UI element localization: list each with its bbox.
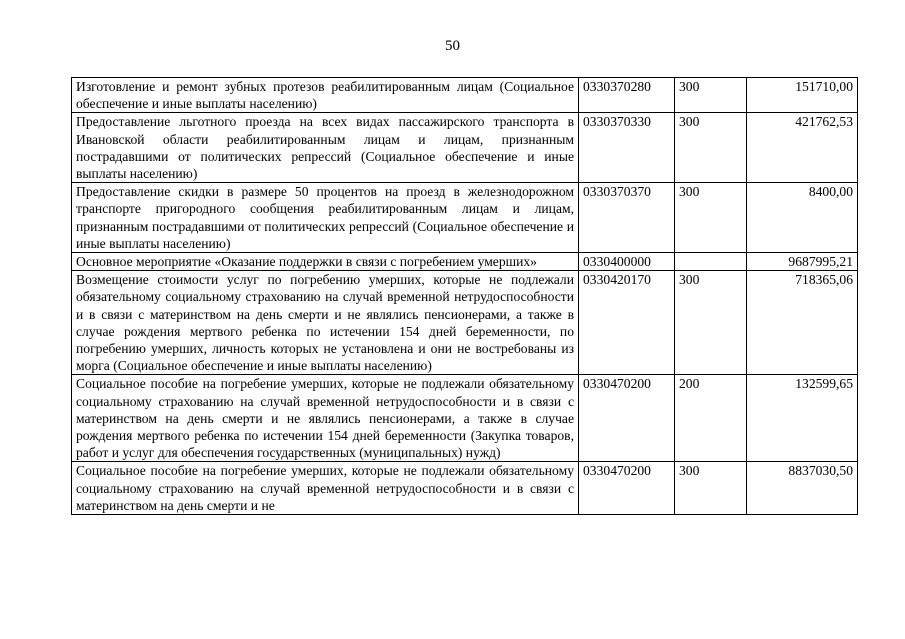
row-code: 0330400000 xyxy=(579,253,675,271)
budget-table xyxy=(71,77,858,515)
row-expense-type: 300 xyxy=(675,78,747,113)
row-amount: 132599,65 xyxy=(747,375,858,462)
row-description: Предоставление скидки в размере 50 процентов на проезд в железнодорожном транспорте пригородного сообщения реабилитированным лицам и лицам, признанным пострадавшими от политических репрессий (Социальное обеспечение и иные выплаты населению) xyxy=(72,183,579,253)
row-code: 0330470200 xyxy=(579,375,675,462)
row-code: 0330470200 xyxy=(579,462,675,515)
row-expense-type: 300 xyxy=(675,271,747,375)
table-row xyxy=(72,271,858,375)
row-code: 0330420170 xyxy=(579,271,675,375)
row-description: Предоставление льготного проезда на всех видах пассажирского транспорта в Ивановской области реабилитированным лицам и лицам, признанным пострадавшими от политических репрессий (Социальное обеспечение и иные выплаты населению) xyxy=(72,113,579,183)
table-row xyxy=(72,183,858,253)
row-code: 0330370280 xyxy=(579,78,675,113)
row-code: 0330370370 xyxy=(579,183,675,253)
row-description: Изготовление и ремонт зубных протезов реабилитированным лицам (Социальное обеспечение и иные выплаты населению) xyxy=(72,78,579,113)
row-expense-type: 300 xyxy=(675,462,747,515)
row-expense-type: 300 xyxy=(675,113,747,183)
row-amount: 421762,53 xyxy=(747,113,858,183)
table-row xyxy=(72,462,858,515)
table-row xyxy=(72,78,858,113)
row-expense-type xyxy=(675,253,747,271)
row-description: Основное мероприятие «Оказание поддержки в связи с погребением умерших» xyxy=(72,253,579,271)
row-amount: 8837030,50 xyxy=(747,462,858,515)
row-description: Возмещение стоимости услуг по погребению умерших, которые не подлежали обязательному социальному страхованию на случай временной нетрудоспособности и в связи с материнством на день смерти и не являлись пенсионерами, а также в случае рождения мертвого ребенка по истечении 154 дней беременности, по погребению умерших, личность которых не установлена и они не востребованы из морга (Социальное обеспечение и иные выплаты населению) xyxy=(72,271,579,375)
table-row xyxy=(72,253,858,271)
table-row xyxy=(72,113,858,183)
table-row xyxy=(72,375,858,462)
row-description: Социальное пособие на погребение умерших, которые не подлежали обязательному социальному страхованию на случай временной нетрудоспособности и в связи с материнством на день смерти и не xyxy=(72,462,579,515)
row-expense-type: 200 xyxy=(675,375,747,462)
row-amount: 8400,00 xyxy=(747,183,858,253)
row-amount: 718365,06 xyxy=(747,271,858,375)
row-amount: 9687995,21 xyxy=(747,253,858,271)
row-expense-type: 300 xyxy=(675,183,747,253)
page-number: 50 xyxy=(445,38,460,54)
row-code: 0330370330 xyxy=(579,113,675,183)
row-amount: 151710,00 xyxy=(747,78,858,113)
row-description: Социальное пособие на погребение умерших, которые не подлежали обязательному социальному страхованию на случай временной нетрудоспособности и в связи с материнством на день смерти и не являлись пенсионерами, а также в случае рождения мертвого ребенка по истечении 154 дней беременности (Закупка товаров, работ и услуг для обеспечения государственных (муниципальных) нужд) xyxy=(72,375,579,462)
